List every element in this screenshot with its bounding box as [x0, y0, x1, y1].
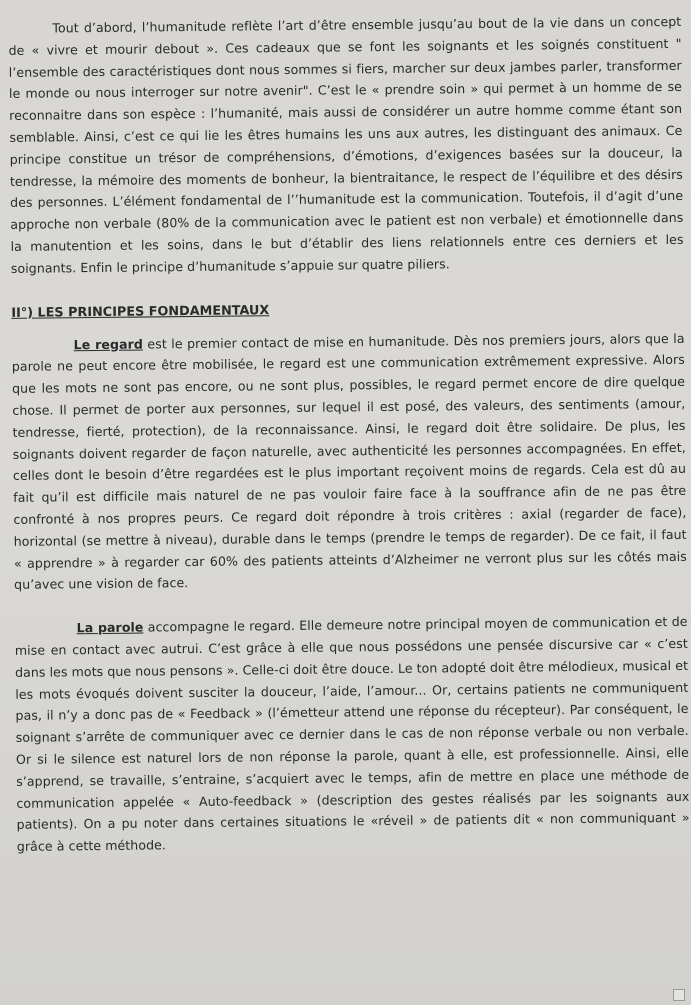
- section-heading: II°) LES PRINCIPES FONDAMENTAUX: [11, 302, 270, 321]
- regard-keyword: Le regard: [73, 336, 143, 352]
- page-corner-mark: [673, 989, 685, 1001]
- parole-keyword: La parole: [76, 619, 144, 636]
- regard-text: est le premier contact de mise en humanitude. Dès nos premiers jours, alors que la parole ne peut encore être mobilisée, le regard est une communication extrêmement expressive. Alors que les mots ne sont pas encore, ou ne sont plus, possibles, le regard permet encore de dire quelque chose. Il permet de porter aux personnes, sur lequel il est posé, des valeurs, des sentiments (amour, tendresse, fierté, protection), de la reconnaissance. Ainsi, le regard doit être solidaire. De plus, les soignants doivent regarder de façon naturelle, avec authenticité les personnes accompagnées. En effet, celles dont le besoin d’être regardées est le plus important reçoivent moins de regards. Cela est dû au fait qu’il est difficile mais naturel de ne pas vouloir faire face à la souffrance afin de ne pas être confronté à nos propres peurs. Ce regard doit répondre à trois critères : axial (regarder de face), horizontal (se mettre à niveau), durable dans le temps (prendre le temps de regarder). De ce fait, il faut « apprendre » à regarder car 60% des patients atteints d’Alzheimer ne verront plus sur les côtés mais qu’avec une vision de face.: [11, 330, 687, 593]
- parole-text: accompagne le regard. Elle demeure notre principal moyen de communication et de mise en contact avec autrui. C’est grâce à elle que nous possédons une pensée discursive car « c’est dans les mots que nous pensons ». Celle-ci doit être douce. Le ton adopté doit être mélodieux, musical et les mots évoqués doivent susciter la douceur, l’aide, l’amour... Or, certains patients ne communiquent pas, il n’y a donc pas de « Feedback » (l’émetteur attend une réponse du récepteur). Par conséquent, le soignant s’arrête de communiquer avec ce dernier dans le cas de non réponse verbale ou non verbale. Or si le silence est naturel lors de non réponse la parole, quant à elle, est professionnelle. Ainsi, elle s’apprend, se travaille, s’entraine, s’acquiert avec le temps, afin de mettre en place une méthode de communication appelée « Auto-feedback » (description des gestes réalisés par les soignants aux patients). On a pu noter dans certaines situations le «réveil » de patients dit « non communiquant » grâce à cette méthode.: [14, 613, 690, 854]
- regard-paragraph: [12, 327, 688, 596]
- parole-paragraph: [14, 611, 689, 858]
- intro-paragraph: Tout d’abord, l’humanitude reflète l’art d’être ensemble jusqu’au bout de la vie dans un concept de « vivre et mourir debout ». Ces cadeaux que se font les soignants et les soignés constituent " l’ensemble des caractéristiques dont nous sommes si fiers, marcher sur deux jambes parler, transformer le monde ou nous interroger sur notre avenir". C’est le « prendre soin » qui permet à un homme de se reconnaitre dans son espèce : l’humanité, mais aussi de considérer un autre homme comme étant son semblable. Ainsi, c’est ce qui lie les êtres humains les uns aux autres, les distinguant des animaux. Ce principe constitue un trésor de compréhensions, d’émotions, d’exigences basées sur la douceur, la tendresse, la mémoire des moments de bonheur, la bientraitance, le respect de l’équilibre et des désirs des personnes. L’élément fondamental de l’’humanitude est la communication. Toutefois, il d’agit d’une approche non verbale (80% de la communication avec le patient est non verbale) et émotionnelle dans la manutention et les soins, dans le but d’établir des liens relationnels entre ces derniers et les soignants. Enfin le principe d’humanitude s’appuie sur quatre piliers.: [8, 13, 684, 276]
